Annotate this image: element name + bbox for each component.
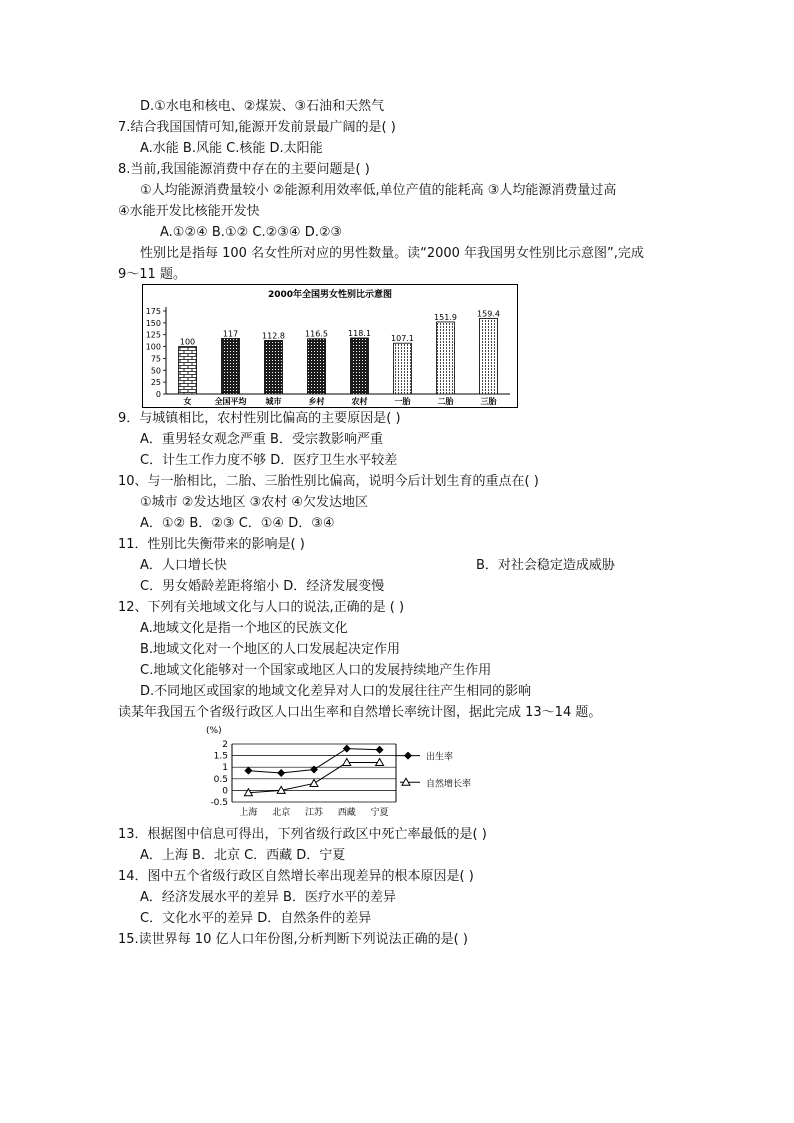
- bar-y-tick-label: 75: [150, 354, 161, 364]
- birth-growth-line-chart: [196, 722, 496, 822]
- bar-value-label: 116.5: [305, 329, 328, 339]
- sex-ratio-bar-chart: [142, 284, 518, 408]
- birth-rate-point: [244, 767, 252, 775]
- q8-items-2: ④水能开发比核能开发快: [118, 204, 260, 219]
- line-unit-label: (%): [206, 726, 222, 736]
- bar-y-tick-label: 150: [145, 318, 161, 328]
- q10-items: ①城市 ②发达地区 ③农村 ④欠发达地区: [140, 495, 369, 510]
- bar: [308, 339, 326, 394]
- bar: [351, 338, 369, 394]
- growth-rate-point: [376, 759, 384, 766]
- bar-y-tick-label: 125: [145, 330, 161, 340]
- q9-options-cd: C．计生工作力度不够 D．医疗卫生水平较差: [140, 453, 398, 468]
- q7-options: A.水能 B.风能 C.核能 D.太阳能: [140, 141, 323, 156]
- q12-stem: 12、下列有关地域文化与人口的说法,正确的是 ( ): [118, 600, 405, 615]
- growth-rate-point: [343, 759, 351, 766]
- bar-value-label: 159.4: [477, 309, 500, 319]
- birth-rate-point: [310, 766, 318, 774]
- bar-category-label: 全国平均: [214, 397, 247, 406]
- growth-rate-point: [310, 779, 318, 786]
- q15-stem: 15.读世界每 10 亿人口年份图,分析判断下列说法正确的是( ): [118, 932, 468, 947]
- q9-options-ab: A．重男轻女观念严重 B．受宗教影响严重: [140, 432, 383, 447]
- bar-category-label: 三胎: [480, 397, 497, 406]
- q11-options-cd: C．男女婚龄差距将缩小 D．经济发展变慢: [140, 579, 385, 594]
- bar-value-label: 118.1: [348, 328, 371, 338]
- legend-growth-label: 自然增长率: [426, 779, 472, 790]
- birth-rate-point: [376, 746, 384, 754]
- q12-option-a: A.地域文化是指一个地区的民族文化: [140, 621, 348, 636]
- intro-birth-rate: 读某年我国五个省级行政区人口出生率和自然增长率统计图，据此完成 13～14 题。: [118, 705, 602, 720]
- legend-birth-marker: [404, 752, 412, 760]
- line-category-label: 西藏: [337, 808, 356, 818]
- bar-value-label: 151.9: [434, 312, 457, 322]
- q8-options: A.①②④ B.①② C.②③④ D.②③: [160, 225, 343, 240]
- q10-stem: 10、与一胎相比，二胎、三胎性别比偏高，说明今后计划生育的重点在( ): [118, 474, 539, 489]
- intro-sex-ratio-cont: 9～11 题。: [118, 267, 186, 282]
- q14-options-ab: A．经济发展水平的差异 B．医疗水平的差异: [140, 890, 396, 905]
- line-category-label: 上海: [239, 808, 258, 818]
- bar: [265, 341, 283, 394]
- q11-option-a: A．人口增长快: [140, 558, 227, 573]
- q12-option-d: D.不同地区或国家的地域文化差异对人口的发展往往产生相同的影响: [140, 684, 532, 699]
- q13-options: A．上海 B．北京 C．西藏 D．宁夏: [140, 848, 346, 863]
- bar-y-tick-label: 175: [145, 307, 161, 316]
- bar-category-label: 农村: [351, 397, 368, 406]
- line-y-tick-label: 1.5: [213, 751, 228, 762]
- line-y-tick-label: 0.5: [213, 774, 228, 785]
- line-y-tick-label: -0.5: [210, 798, 228, 808]
- q12-option-c: C.地域文化能够对一个国家或地区人口的发展持续地产生作用: [140, 663, 492, 678]
- bar-y-tick-label: 25: [150, 378, 161, 388]
- bar-value-label: 112.8: [262, 331, 285, 341]
- line-y-tick-label: 2: [222, 740, 228, 750]
- bar: [437, 322, 455, 394]
- bar: [480, 318, 498, 394]
- line-y-tick-label: 0: [222, 786, 228, 797]
- bar-category-label: 女: [183, 397, 192, 406]
- q13-stem: 13．根据图中信息可得出，下列省级行政区中死亡率最低的是( ): [118, 827, 487, 842]
- chart-title: 2000年全国男女性别比示意图: [267, 290, 393, 300]
- intro-sex-ratio: 性别比是指每 100 名女性所对应的男性数量。读“2000 年我国男女性别比示意图”,完成: [140, 246, 644, 261]
- q11-option-b: B．对社会稳定造成威胁: [476, 558, 615, 573]
- q8-items-1: ①人均能源消费量较小 ②能源利用效率低,单位产值的能耗高 ③人均能源消费量过高: [140, 183, 617, 198]
- bar-category-label: 二胎: [437, 397, 454, 406]
- line-category-label: 宁夏: [370, 808, 389, 818]
- bar: [394, 343, 412, 394]
- line-category-label: 北京: [272, 808, 291, 818]
- bar-y-tick-label: 100: [145, 342, 161, 352]
- q12-option-b: B.地域文化对一个地区的人口发展起决定作用: [140, 642, 401, 657]
- bar-category-label: 乡村: [308, 397, 325, 406]
- line-y-tick-label: 1: [222, 763, 228, 774]
- q6-option-d: D.①水电和核电、②煤炭、③石油和天然气: [140, 99, 385, 114]
- legend-birth-label: 出生率: [426, 752, 454, 763]
- q10-options: A．①② B．②③ C．①④ D．③④: [140, 516, 335, 531]
- bar: [222, 339, 240, 394]
- bar-value-label: 117: [222, 329, 239, 339]
- q9-stem: 9．与城镇相比，农村性别比偏高的主要原因是( ): [118, 411, 401, 426]
- q7-stem: 7.结合我国国情可知,能源开发前景最广阔的是( ): [118, 120, 396, 135]
- q14-stem: 14．图中五个省级行政区自然增长率出现差异的根本原因是( ): [118, 869, 474, 884]
- q14-options-cd: C．文化水平的差异 D．自然条件的差异: [140, 911, 372, 926]
- bar-y-tick-label: 50: [150, 366, 161, 376]
- bar: [179, 347, 197, 394]
- bar-value-label: 107.1: [391, 334, 414, 344]
- q11-stem: 11．性别比失衡带来的影响是( ): [118, 537, 305, 552]
- bar-category-label: 一胎: [394, 397, 411, 406]
- bar-value-label: 100: [179, 337, 196, 347]
- bar-y-tick-label: 0: [155, 390, 161, 399]
- birth-rate-point: [277, 769, 285, 777]
- bar-category-label: 城市: [265, 397, 282, 406]
- q8-stem: 8.当前,我国能源消费中存在的主要问题是( ): [118, 162, 370, 177]
- chart-frame: [143, 285, 518, 408]
- birth-rate-point: [343, 745, 351, 753]
- line-category-label: 江苏: [304, 808, 324, 818]
